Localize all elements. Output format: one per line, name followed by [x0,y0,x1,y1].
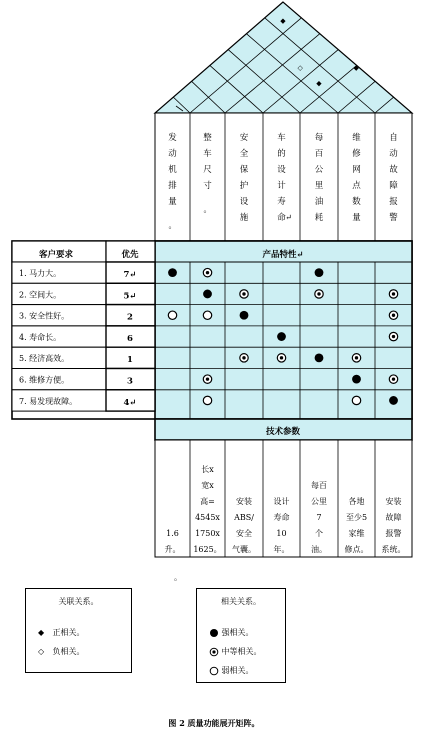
priority-value: 7↵ [123,270,137,280]
feature-char: 动 [168,149,177,159]
tech-params-label: 技术参数 [265,427,301,437]
weak-relation-icon [203,396,211,404]
feature-char: 油 [314,197,324,207]
medium-dot [392,377,395,380]
feature-char: 动 [389,149,398,159]
param-line: 1.6 [166,529,179,538]
feature-char: 百 [314,149,324,159]
feature-mark: 。 [203,205,212,214]
priority-value: 3 [127,376,133,387]
feature-char: 数 [352,197,361,207]
feature-char: 网 [352,165,361,175]
param-line: 安全 [236,529,252,538]
feature-mark: 。 [168,221,177,230]
weak-circle-icon [209,666,219,676]
feature-char: 车 [277,133,286,143]
medium-relation-icon [352,354,360,362]
medium-dot [242,292,245,295]
feature-char: 警 [389,213,398,223]
param-line: 1750x [195,529,220,538]
legend-positive-label: 正相关。 [52,628,85,637]
feature-char: 发 [168,133,177,143]
requirement-label: 2. 空间大。 [19,290,62,300]
stray-mark: 。 [174,573,182,582]
relationship-matrix [12,241,412,440]
medium-dot [392,335,395,338]
param-line: ABS/ [234,513,254,522]
feature-char: 的 [277,149,286,159]
param-line: 报警 [385,529,402,538]
priority-header: 优先 [121,250,139,260]
legend-positive [38,627,85,638]
feature-area [155,241,412,419]
param-line: 公里 [311,497,327,506]
feature-char: 量 [352,213,361,223]
feature-char: 设 [239,197,249,207]
weak-relation-icon [168,311,176,319]
correlation-legend [25,588,132,673]
feature-char: 车 [203,149,212,159]
legend-negative-label: 负相关。 [52,647,85,656]
param-line: 各地 [348,497,365,506]
feature-char: 修 [352,149,361,159]
strong-relation-icon [352,375,361,384]
requirements-header: 客户要求 [38,250,74,260]
medium-relation-icon [203,268,211,276]
feature-char: 护 [239,181,249,191]
requirement-label: 7. 易发现故障。 [19,396,78,406]
param-line: 气囊。 [232,545,256,554]
medium-dot [392,292,395,295]
param-line: 7 [316,513,322,522]
strong-relation-icon [168,268,177,277]
priority-value: 5↵ [123,291,137,302]
param-line: 每百 [311,481,327,490]
feature-char: 安 [239,133,249,143]
technical-parameters [155,440,412,582]
positive-correlation-icon: ◆ [353,63,359,72]
medium-relation-icon [277,354,285,362]
feature-char: 整 [203,133,212,143]
param-line: 4545x [195,513,220,522]
param-line: 设计 [273,497,290,506]
positive-correlation-icon: ◆ [316,79,322,88]
legend-strong [209,627,254,638]
strong-relation-icon [203,290,212,299]
medium-relation-icon [389,290,397,298]
requirement-label: 6. 维修方便。 [19,375,70,385]
requirement-label: 1. 马力大。 [19,269,62,278]
feature-char: 量 [168,197,177,207]
param-line: 年。 [273,545,290,554]
feature-char: 公 [314,165,324,175]
param-line: 油。 [311,545,327,554]
feature-mark: ↵ [285,213,292,222]
feature-char: 自 [389,133,398,143]
feature-header-row [155,113,412,246]
legend-weak-label: 弱相关。 [221,666,254,675]
medium-relation-icon [389,332,397,340]
strong-relation-icon [277,332,286,341]
feature-char: 里 [314,181,324,191]
medium-dot [392,314,395,317]
medium-relation-icon [203,375,211,383]
feature-char: 全 [239,149,249,159]
param-line: 家维 [348,529,365,538]
param-line: 寿命 [273,513,290,522]
feature-char: 尺 [203,165,212,175]
negative-diamond-icon: ◇ [38,647,45,656]
feature-char: 计 [277,181,286,191]
positive-diamond-icon: ◆ [38,628,45,637]
feature-char: 命 [277,213,286,223]
legend-negative [38,646,85,657]
strong-relation-icon [315,268,324,277]
relationship-legend [196,588,286,683]
feature-char: 每 [314,133,324,143]
param-line: 1625。 [193,545,222,554]
strong-circle-icon [209,628,219,638]
medium-relation-icon [389,375,397,383]
feature-char: 排 [168,181,177,191]
positive-correlation-icon: ◆ [280,16,286,25]
requirement-label: 4. 寿命长。 [19,332,62,342]
relationship-legend-title: 相关关系。 [221,597,261,606]
correlation-legend-title: 关联关系。 [58,597,99,606]
priority-value: 4↵ [123,397,137,408]
medium-dot [317,292,320,295]
feature-char: 寿 [277,197,286,207]
features-header: 产品特性↵ [262,250,304,260]
feature-char: 设 [277,165,286,175]
medium-dot [242,356,245,359]
weak-relation-icon [203,311,211,319]
priority-value: 2 [127,312,133,323]
medium-relation-icon [240,290,248,298]
feature-char: 寸 [203,181,212,191]
medium-relation-icon [240,354,248,362]
feature-char: 施 [239,213,249,223]
legend-medium [209,646,262,657]
legend-weak [209,665,254,676]
feature-char: 报 [389,197,398,207]
feature-char: 障 [389,181,398,191]
param-line: 系统。 [381,545,406,554]
feature-char: 维 [352,133,361,143]
param-line: 长x [201,465,214,474]
medium-relation-icon [315,290,323,298]
negative-correlation-icon: ◇ [297,63,303,72]
param-line: 个 [315,529,323,538]
legend-strong-label: 强相关。 [221,628,254,637]
correlation-roof [155,2,412,113]
feature-char: 故 [389,165,398,175]
weak-relation-icon [352,396,360,404]
param-line: 至少5 [345,513,368,522]
medium-dot [355,356,358,359]
feature-char: 保 [239,165,249,175]
medium-dot [206,271,209,274]
param-line: 10 [276,529,287,538]
requirement-label: 5. 经济高效。 [19,354,70,364]
priority-value: 1 [127,355,133,366]
medium-relation-icon [389,311,397,319]
param-line: 故障 [385,513,402,522]
param-line: 安装 [385,497,402,506]
param-line: 宽x [201,481,214,490]
param-line: 升。 [164,545,181,554]
strong-relation-icon [315,353,324,362]
figure-caption: 图 2 质量功能展开矩阵。 [168,718,260,728]
feature-char: 点 [352,181,361,191]
strong-relation-icon [389,396,398,405]
param-line: 安装 [236,497,252,506]
priority-value: 6 [127,333,133,344]
medium-circle-icon [209,647,219,657]
requirement-label: 3. 安全性好。 [19,311,70,321]
medium-dot [280,356,283,359]
param-line: 高= [200,497,215,506]
feature-char: 机 [168,165,177,175]
feature-char: 耗 [314,213,324,223]
legend-medium-label: 中等相关。 [221,647,262,656]
strong-relation-icon [240,311,249,320]
param-line: 修点。 [344,545,369,554]
medium-dot [206,377,209,380]
